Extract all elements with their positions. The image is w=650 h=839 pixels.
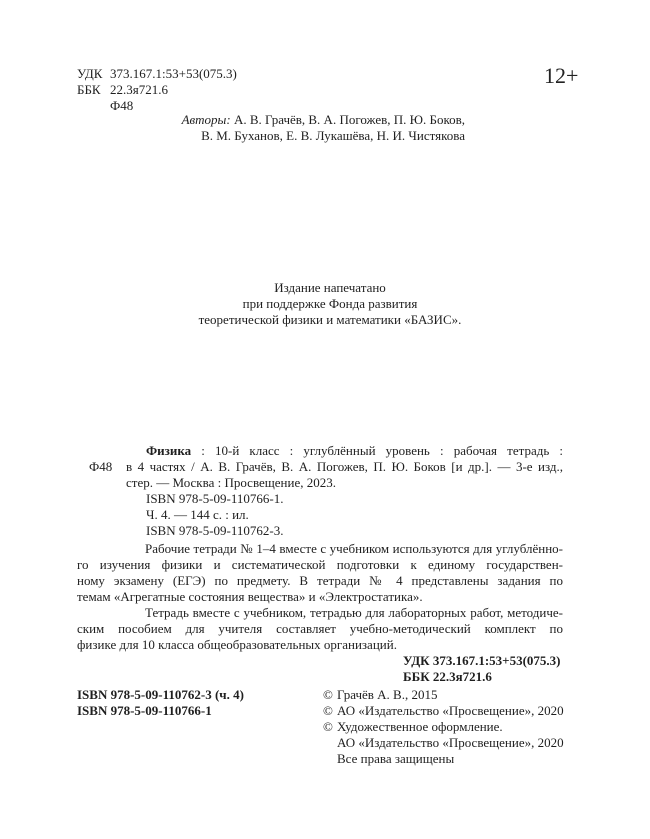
authors-names-1: А. В. Грачёв, В. А. Погожев, П. Ю. Боков, [233,112,465,127]
catalog-annotation [77,541,563,653]
copyright-line-3: © Художественное оформление. [323,719,503,734]
copyright-icon: © [323,719,333,734]
copyright-line-5: Все права защищены [337,751,455,766]
authors-label: Авторы: [181,112,231,127]
bbk-value: 22.3я721.6 [110,82,168,97]
isbn-block [77,687,244,719]
udc-value: 373.167.1:53+53(075.3) [110,66,237,81]
annotation-line-4: темам «Агрегатные состояния вещества» и «Электростатика». [77,589,423,604]
copyright-block [323,687,564,767]
support-note [165,280,495,328]
catalog-line-2: в 4 частях / А. В. Грачёв, В. А. Погожев, П. Ю. Боков [и др.]. — 3-е изд., [126,459,563,474]
support-line-1: Издание напечатано [274,280,386,295]
annotation-line-2: го изучения физики и систематической подготовки к единому государствен- [77,557,563,572]
authors-line-1 [182,112,465,128]
annotation-line-5: Тетрадь вместе с учебником, тетрадью для лабораторных работ, методиче- [145,605,563,620]
udc-label: УДК [77,66,103,81]
bbk-label: ББК [77,82,101,97]
copyright-icon: © [323,703,333,718]
bbk-row [77,82,237,98]
annotation-line-7: физике для 10 класса общеобразовательных организаций. [77,637,397,652]
catalog-udc-bold: УДК 373.167.1:53+53(075.3) [403,653,561,668]
catalog-card-description [126,443,563,491]
copyright-line-2: © АО «Издательство «Просвещение», 2020 [323,703,564,718]
annotation-line-6: ским пособием для учителя составляет учебно-методический комплект по [77,621,563,636]
catalog-isbn-part: ISBN 978-5-09-110762-3. [146,523,284,538]
catalog-line-3: стер. — Москва : Просвещение, 2023. [126,475,336,490]
catalog-classification-bold [403,653,561,685]
authors-line-2: В. М. Буханов, Е. В. Лукашёва, Н. И. Чистякова [201,128,465,143]
catalog-isbn-set: ISBN 978-5-09-110766-1. [146,491,284,506]
author-mark: Ф48 [110,98,134,113]
catalog-bbk-bold: ББК 22.3я721.6 [403,669,492,684]
catalog-line-1 [126,443,563,459]
annotation-line-3: ному экзамену (ЕГЭ) по предмету. В тетради № 4 представлены задания по [77,573,563,588]
isbn-line-2: ISBN 978-5-09-110766-1 [77,703,212,718]
support-line-2: при поддержке Фонда развития [242,296,418,311]
annotation-line-1: Рабочие тетради № 1–4 вместе с учебником используются для углублённо- [145,541,563,556]
catalog-author-mark: Ф48 [89,459,113,474]
catalog-title: Физика [146,443,192,458]
classification-block [77,66,237,114]
catalog-isbn-block [146,491,283,539]
age-rating: 12+ [544,63,579,88]
catalog-part-info: Ч. 4. — 144 с. : ил. [146,507,249,522]
udc-row [77,66,237,82]
support-line-3: теоретической физики и математики «БАЗИС». [198,312,462,327]
copyright-line-4: АО «Издательство «Просвещение», 2020 [337,735,564,750]
isbn-line-1: ISBN 978-5-09-110762-3 (ч. 4) [77,687,244,702]
copyright-icon: © [323,687,333,702]
authors-block [182,112,465,144]
copyright-line-1: © Грачёв А. В., 2015 [323,687,438,702]
catalog-title-rest: : 10-й класс : углублённый уровень : рабочая тетрадь : [191,443,563,458]
